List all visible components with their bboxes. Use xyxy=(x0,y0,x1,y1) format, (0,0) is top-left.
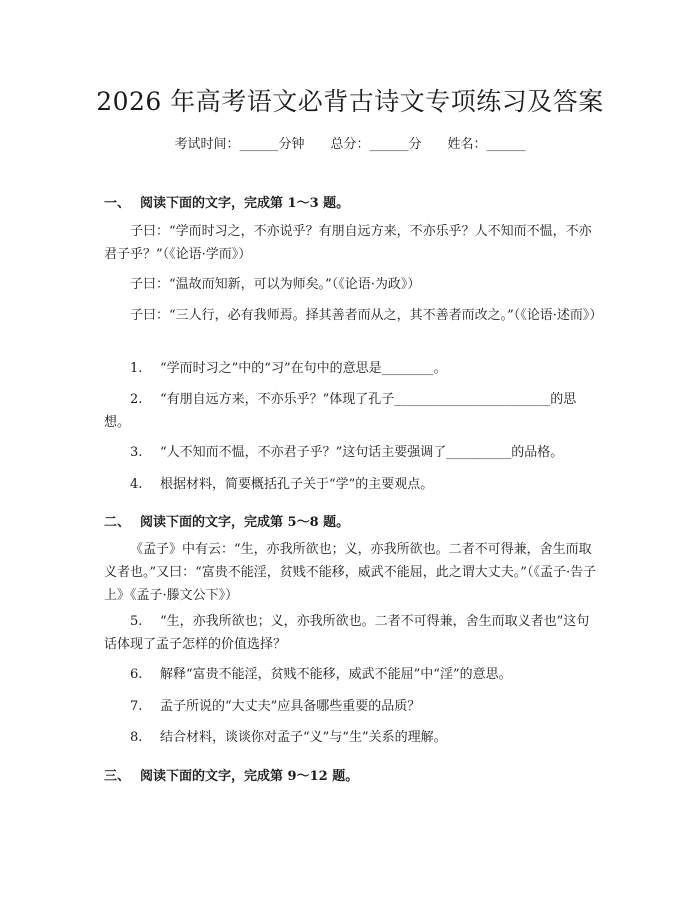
section-3-title: 阅读下面的文字，完成第 9～12 题。 xyxy=(140,769,359,784)
exam-time: 考试时间：______分钟 xyxy=(174,137,305,152)
section-1-heading xyxy=(104,192,349,211)
question-8 xyxy=(104,726,600,749)
section-3-number: 三、 xyxy=(104,769,131,784)
question-6-number: 6. xyxy=(130,667,143,682)
question-1 xyxy=(104,357,600,380)
question-6 xyxy=(104,663,600,686)
student-name: 姓名：______ xyxy=(447,137,526,152)
section-1-number: 一、 xyxy=(104,196,131,211)
question-4 xyxy=(104,473,600,496)
question-4-number: 4. xyxy=(130,477,143,492)
section-2-heading xyxy=(104,511,349,530)
exam-meta xyxy=(0,133,700,152)
question-1-text: “学而时习之”中的“习”在句中的意思是________。 xyxy=(160,361,447,376)
section-1-title: 阅读下面的文字，完成第 1～3 题。 xyxy=(140,196,350,211)
question-3-number: 3. xyxy=(130,445,143,460)
question-7 xyxy=(104,695,600,718)
page-title: 2026 年高考语文必背古诗文专项练习及答案 xyxy=(96,87,604,116)
question-6-text: 解释“富贵不能淫，贫贱不能移，威武不能屈”中“淫”的意思。 xyxy=(160,667,512,682)
question-1-number: 1. xyxy=(130,361,143,376)
section-2-number: 二、 xyxy=(104,515,131,530)
question-2-text: “有朋自远方来，不亦乐乎？”体现了孔子________________________的思想。 xyxy=(104,392,577,430)
question-3 xyxy=(104,441,600,464)
section-1-passage-2: 子曰：“温故而知新，可以为师矣。”（《论语·为政》） xyxy=(130,277,421,292)
exam-score: 总分：______分 xyxy=(330,137,422,152)
question-5-text: “生，亦我所欲也；义，亦我所欲也。二者不可得兼，舍生而取义者也”这句话体现了孟子怎样的价值选择？ xyxy=(104,614,590,652)
question-2 xyxy=(104,388,600,434)
section-1-passage-1: 子曰：“学而时习之，不亦说乎？有朋自远方来，不亦乐乎？人不知而不愠，不亦君子乎？”（《论语·学而》） xyxy=(104,224,592,262)
question-8-number: 8. xyxy=(130,730,143,745)
question-5-number: 5. xyxy=(130,614,143,629)
section-2-title: 阅读下面的文字，完成第 5～8 题。 xyxy=(140,515,350,530)
question-7-number: 7. xyxy=(130,699,143,714)
question-4-text: 根据材料，简要概括孔子关于“学”的主要观点。 xyxy=(160,477,434,492)
question-8-text: 结合材料，谈谈你对孟子“义”与“生”关系的理解。 xyxy=(160,730,447,745)
section-3-heading xyxy=(104,765,358,784)
question-2-number: 2. xyxy=(130,392,143,407)
question-7-text: 孟子所说的“大丈夫”应具备哪些重要的品质？ xyxy=(160,699,421,714)
section-2-passage-1: 《孟子》中有云：“生，亦我所欲也；义，亦我所欲也。二者不可得兼，舍生而取义者也。”又曰：“富贵不能淫，贫贱不能移，威武不能屈，此之谓大丈夫。”（《孟子·告子上》《孟子·滕文公下》） xyxy=(104,542,597,603)
question-5 xyxy=(104,610,600,656)
question-3-text: “人不知而不愠，不亦君子乎？”这句话主要强调了__________的品格。 xyxy=(160,445,564,460)
section-1-passage-3: 子曰：“三人行，必有我师焉。择其善者而从之，其不善者而改之。”（《论语·述而》） xyxy=(130,308,603,323)
